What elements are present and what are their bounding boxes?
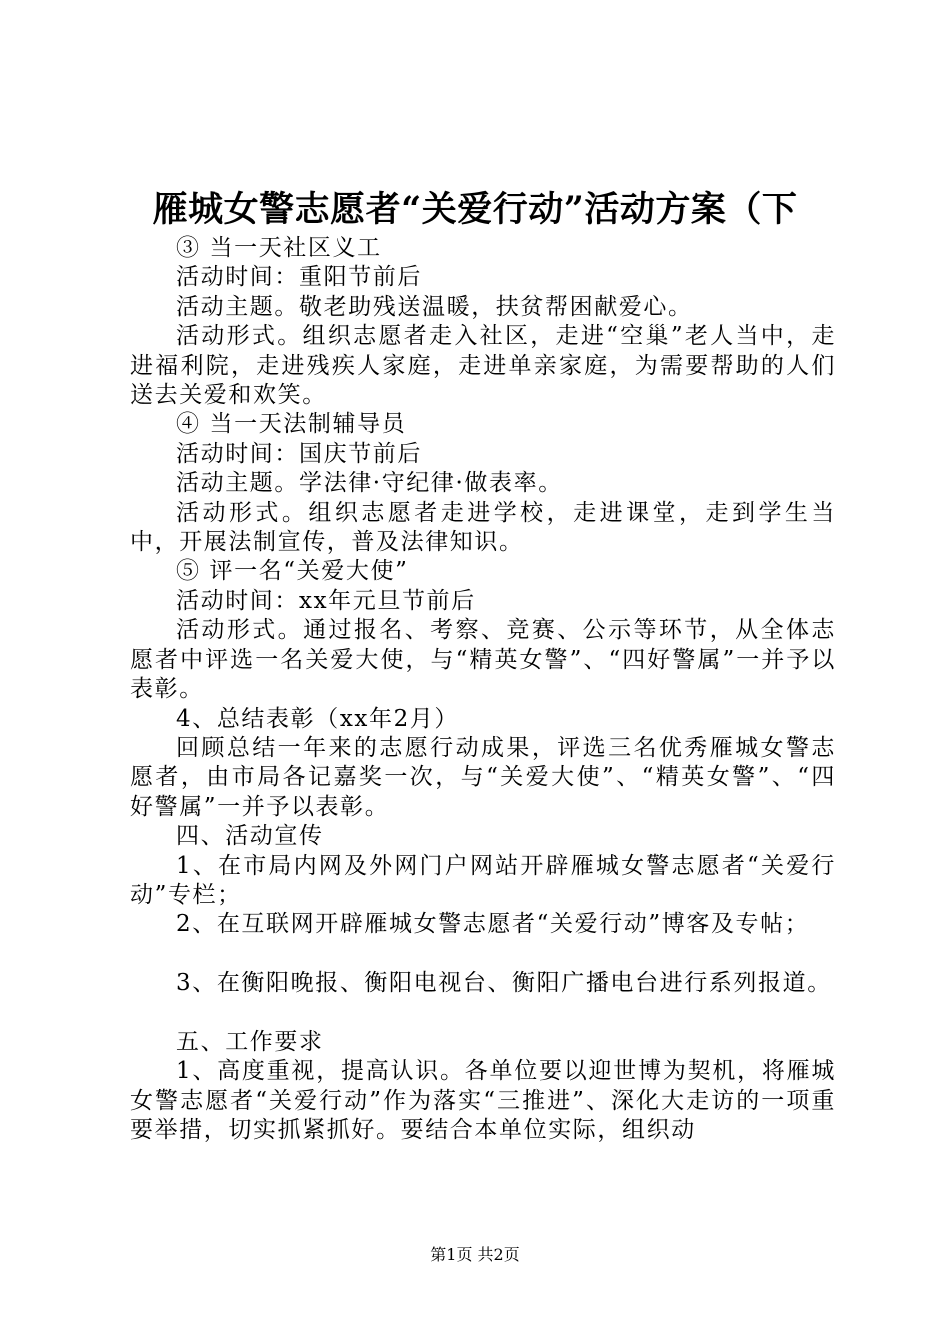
- paragraph: 1、高度重视，提高认识。各单位要以迎世博为契机，将雁城女警志愿者“关爱行动”作为落实“三推进”、深化大走访的一项重要举措，切实抓紧抓好。要结合本单位实际，组织动: [130, 1058, 836, 1144]
- paragraph: ⑤ 评一名“关爱大使”: [176, 558, 409, 585]
- paragraph: 4、总结表彰（xx年2月）: [176, 705, 460, 732]
- paragraph: 回顾总结一年来的志愿行动成果，评选三名优秀雁城女警志愿者，由市局各记嘉奖一次，与“关爱大使”、“精英女警”、“四好警属”一并予以表彰。: [130, 734, 836, 820]
- paragraph: 活动时间：xx年元旦节前后: [176, 587, 476, 614]
- paragraph: 1、在市局内网及外网门户网站开辟雁城女警志愿者“关爱行动”专栏；: [130, 852, 836, 908]
- paragraph: 2、在互联网开辟雁城女警志愿者“关爱行动”博客及专帖；: [176, 911, 810, 938]
- paragraph: 活动形式。组织志愿者走入社区，走进“空巢”老人当中，走进福利院，走进残疾人家庭，走进单亲家庭，为需要帮助的人们送去关爱和欢笑。: [130, 323, 836, 409]
- paragraph: 活动形式。通过报名、考察、竞赛、公示等环节，从全体志愿者中评选一名关爱大使，与“精英女警”、“四好警属”一并予以表彰。: [130, 617, 836, 703]
- section-heading: 四、活动宣传: [176, 823, 324, 850]
- paragraph: ④ 当一天法制辅导员: [176, 411, 407, 438]
- paragraph: 活动形式。组织志愿者走进学校，走进课堂，走到学生当中，开展法制宣传，普及法律知识。: [130, 499, 836, 556]
- paragraph: 活动时间：重阳节前后: [176, 264, 422, 291]
- paragraph: 活动主题。学法律·守纪律·做表率。: [176, 470, 563, 497]
- paragraph: 活动主题。敬老助残送温暖，扶贫帮困献爱心。: [176, 293, 693, 320]
- document-title: 雁城女警志愿者“关爱行动”活动方案（下: [152, 189, 798, 230]
- paragraph: ③ 当一天社区义工: [176, 235, 382, 261]
- paragraph: 3、在衡阳晚报、衡阳电视台、衡阳广播电台进行系列报道。: [176, 970, 832, 997]
- document-body: [130, 234, 836, 1146]
- paragraph: 活动时间：国庆节前后: [176, 440, 422, 467]
- page-footer: 第1页 共2页: [430, 1245, 520, 1264]
- section-heading: 五、工作要求: [176, 1028, 324, 1055]
